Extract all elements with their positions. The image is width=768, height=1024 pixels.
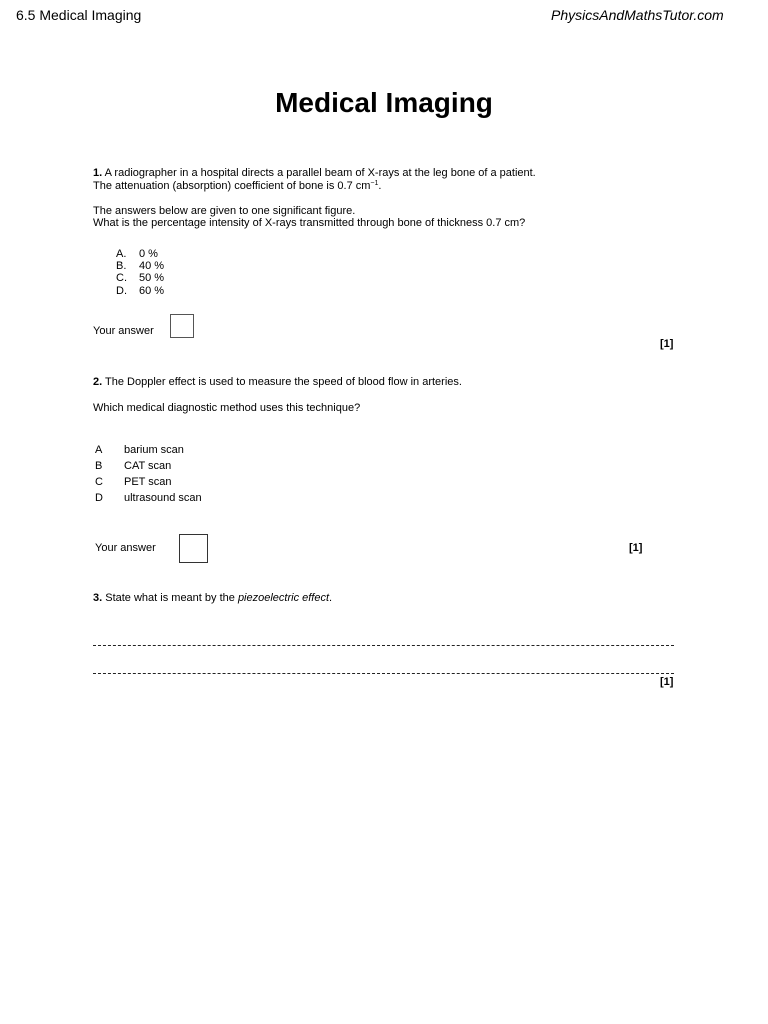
q2-line1-text: The Doppler effect is used to measure the speed of blood flow in arteries. <box>102 376 462 388</box>
q3-text-end: . <box>329 592 333 604</box>
q2-option-text: PET scan <box>124 476 172 488</box>
header-site-name: PhysicsAndMathsTutor.com <box>551 7 724 23</box>
q3-stem <box>93 592 332 605</box>
q1-marks: [1] <box>660 338 674 350</box>
q1-option-letter: B. <box>116 260 127 272</box>
q2-option-a[interactable] <box>95 444 184 457</box>
q1-answer-box[interactable] <box>170 314 194 338</box>
q1-option-letter: C. <box>116 272 127 284</box>
q2-option-text: ultrasound scan <box>124 492 202 504</box>
q1-option-letter: D. <box>116 285 127 297</box>
q2-number: 2. <box>93 376 103 388</box>
q2-answer-label: Your answer <box>95 542 156 554</box>
header-section-title: 6.5 Medical Imaging <box>16 7 142 23</box>
q1-number: 1. <box>93 167 103 179</box>
q2-option-letter: D <box>95 492 103 504</box>
q2-option-text: CAT scan <box>124 460 172 472</box>
page-title: Medical Imaging <box>275 87 493 118</box>
q3-term: piezoelectric effect <box>237 592 330 604</box>
q2-option-letter: A <box>95 444 103 456</box>
q3-number: 3. <box>93 592 103 604</box>
q1-stem-line4: What is the percentage intensity of X-rays transmitted through bone of thickness 0.7 cm? <box>93 217 526 229</box>
q1-line1-text: A radiographer in a hospital directs a parallel beam of X-rays at the leg bone of a patient. <box>102 167 536 179</box>
q1-stem-line2 <box>93 180 381 193</box>
q3-text: State what is meant by the <box>102 592 238 604</box>
q1-option-text: 50 % <box>139 272 165 284</box>
q1-line2-text: The attenuation (absorption) coefficient of bone is 0.7 cm <box>93 180 371 192</box>
q2-option-d[interactable] <box>95 492 202 505</box>
q1-line2-end: . <box>378 180 382 192</box>
q1-option-text: 40 % <box>139 260 165 272</box>
q1-option-c[interactable] <box>116 272 164 285</box>
q1-option-letter: A. <box>116 248 127 260</box>
q1-stem-line1 <box>93 167 536 180</box>
q2-stem-line2: Which medical diagnostic method uses this technique? <box>93 402 361 414</box>
q1-option-text: 0 % <box>139 248 158 260</box>
q1-stem-line3: The answers below are given to one significant figure. <box>93 205 356 217</box>
q1-unit-exponent: −1 <box>370 180 379 187</box>
q3-marks: [1] <box>660 676 674 688</box>
q2-answer-box[interactable] <box>179 534 208 563</box>
q2-stem-line1 <box>93 376 462 389</box>
q2-marks: [1] <box>629 542 643 554</box>
q2-option-b[interactable] <box>95 460 171 473</box>
q2-option-letter: C <box>95 476 103 488</box>
q1-answer-label: Your answer <box>93 325 154 337</box>
q1-option-text: 60 % <box>139 285 165 297</box>
q3-answer-line-1[interactable] <box>93 645 674 646</box>
q2-option-c[interactable] <box>95 476 172 489</box>
q1-option-d[interactable] <box>116 285 164 298</box>
q2-option-text: barium scan <box>124 444 184 456</box>
q2-option-letter: B <box>95 460 103 472</box>
q3-answer-line-2[interactable] <box>93 673 674 674</box>
